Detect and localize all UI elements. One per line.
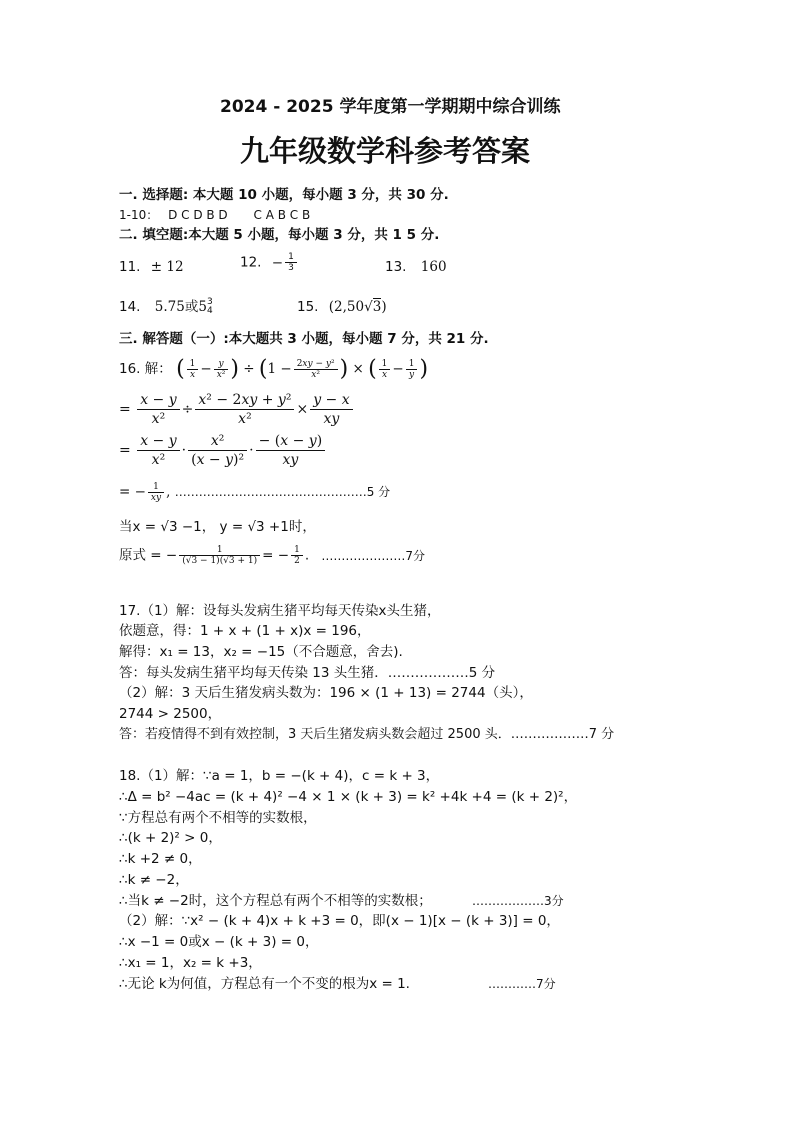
q18-line3: ∵方程总有两个不相等的实数根， [119, 810, 317, 826]
q14-answer [119, 298, 213, 316]
q11-answer [119, 258, 184, 276]
q16-score-7: …………………7分 [321, 548, 426, 563]
q18-line5: ∴k +2 ≠ 0， [119, 851, 202, 867]
q16-result: 原式 = − $\frac{1}{(√3 - 1)(√3 + 1)}$ = − $\frac{1}{2}$ . …………………7分 [119, 545, 426, 566]
q16-label: 16. 解： [119, 361, 172, 377]
q18-score-3: ………………3分 [472, 894, 564, 908]
q14-number: 14. [119, 299, 141, 315]
q18-line7: ∴当k ≠ −2时，这个方程总有两个不相等的实数根； [119, 893, 432, 909]
section1-heading: 一. 选择题: 本大题 10 小题，每小题 3 分，共 30 分. [119, 187, 449, 203]
q13-answer [385, 258, 447, 276]
q15-value-a: (2,50 [328, 299, 365, 315]
q18-line9: ∴x −1 = 0或x − (k + 3) = 0， [119, 934, 319, 950]
q14-frac-bottom: 4 [206, 306, 213, 316]
q16-result-lead: 原式 = − [119, 547, 178, 564]
q17-line2: 依题意，得：1 + x + (1 + x)x = 196， [119, 623, 371, 639]
answers-group-a: D C D B D [168, 208, 228, 222]
answers-group-b: C A B C B [253, 208, 311, 222]
q16-step2: = $\frac{x - y}{\text{x²}}$ · $\frac{\text{x²}}{\text{(x − y)²}}$ · $\frac{- (x - y)}{xy}$ [119, 432, 327, 469]
q12-numerator: 1 [285, 252, 297, 263]
q11-value: ± 12 [150, 259, 184, 275]
q17-line1: 17.（1）解：设每头发病生猪平均每天传染x头生猪， [119, 603, 441, 619]
q12-denominator: 3 [288, 263, 294, 273]
q15-value-b: ) [381, 299, 387, 315]
q16-condition: 当x = √3 −1， y = √3 +1时， [119, 519, 316, 535]
section3-heading: 三. 解答题（一）:本大题共 3 小题，每小题 7 分，共 21 分. [119, 331, 489, 347]
q17-line4: 答：每头发病生猪平均每天传染 13 头生猪．………………5 分 [119, 665, 496, 681]
q16-score-5: …………………………………………5 分 [174, 485, 391, 499]
q18-line11: ∴无论 k为何值，方程总有一个不变的根为x = 1. [119, 976, 410, 992]
page-title-line1: 2024 - 2025 学年度第一学期期中综合训练 [220, 97, 561, 117]
q18-line8: （2）解：∵x² − (k + 4)x + k +3 = 0，即(x − 1)[x − (k + 3)] = 0， [119, 913, 560, 929]
q15-answer: 15. (2,50√3) [297, 299, 387, 315]
q16-expression: 16. 解： ( $\frac{1}{x}$ − $\frac{y}{\text{x²}}$ ) ÷ (1 − $\frac{\text{2xy − y²}}{\text{x²}}$ ) × ( $\frac{1}{x}$ − $\frac{1}{y}$ ) [119, 356, 429, 382]
section2-heading: 二. 填空题:本大题 5 小题，每小题 3 分，共 1 5 分. [119, 227, 440, 243]
q17-line5: （2）解：3 天后生猪发病头数为：196 × (1 + 13) = 2744（头）， [119, 685, 533, 701]
q13-value: 160 [420, 259, 447, 275]
q17-line3: 解得：x₁ = 13，x₂ = −15（不合题意，舍去). [119, 644, 403, 660]
q15-number: 15. [297, 299, 319, 315]
page-title-line2: 九年级数学科参考答案 [240, 134, 531, 168]
q12-number: 12. [240, 254, 262, 271]
q16-step3: = − $\frac{1}{xy}$ , …………………………………………5 分 [119, 482, 391, 503]
q13-number: 13. [385, 259, 407, 275]
q18-line2: ∴Δ = b² −4ac = (k + 4)² −4 × 1 × (k + 3) = k² +4k +4 = (k + 2)²， [119, 789, 578, 805]
q14-frac-top: 3 [206, 297, 213, 307]
q18-line1: 18.（1）解：∵a = 1，b = −(k + 4)，c = k + 3， [119, 768, 440, 784]
q11-number: 11. [119, 259, 141, 275]
q12-answer [240, 252, 299, 273]
section1-answers [119, 206, 310, 224]
q18-line4: ∴(k + 2)² > 0， [119, 830, 222, 846]
q16-step1: = $\frac{x - y}{\text{x²}}$ ÷ $\frac{\text{x² − 2xy + y²}}{\text{x²}}$ × $\frac{y - x}{xy}$ [119, 391, 355, 428]
q15-sqrt-arg: 3 [372, 299, 382, 315]
q17-line7: 答：若疫情得不到有效控制，3 天后生猪发病头数会超过 2500 头．………………7 分 [119, 727, 615, 742]
q18-score-7: …………7分 [488, 977, 556, 991]
q17-line6: 2744 > 2500， [119, 706, 222, 722]
q16-result-eq: = − [262, 547, 290, 564]
q18-line6: ∴k ≠ −2， [119, 872, 189, 888]
answers-label: 1-10： [119, 208, 159, 222]
q12-sign: − [271, 254, 284, 271]
q14-value: 5.75或5 [154, 299, 207, 315]
q18-line10: ∴x₁ = 1，x₂ = k +3， [119, 955, 262, 971]
